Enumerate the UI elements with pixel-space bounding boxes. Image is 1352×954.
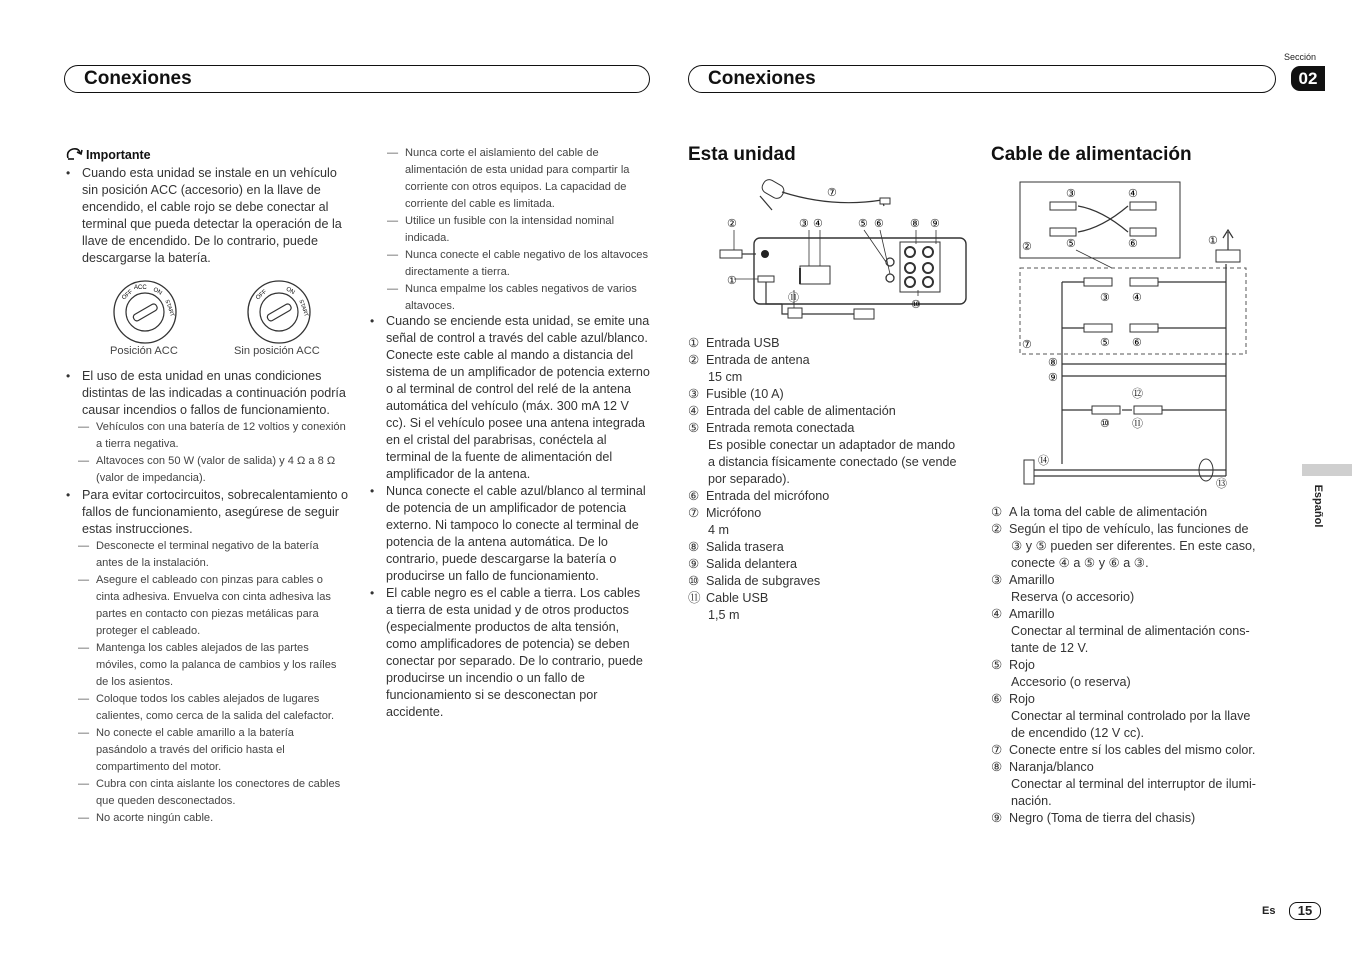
important-icon (64, 146, 86, 162)
legend-item: ⑥ Entrada del micrófono (688, 489, 830, 503)
dash-item: — Asegure el cableado con pinzas para cables o cinta adhesiva. Envuelva con cinta adhesiva las partes en contacto con piezas metálicas para proteger el cableado. (78, 572, 348, 640)
ignition-label: ACC (134, 285, 147, 291)
diagram-label: ③ (799, 218, 809, 230)
unit-legend (688, 335, 973, 624)
diagram-label: ④ (1132, 292, 1142, 304)
ignition-noacc-caption: Sin posición ACC (234, 345, 320, 357)
diagram-label: ⑧ (1048, 357, 1058, 369)
legend-item: ④ Amarillo (991, 607, 1055, 621)
diagram-label: ⑧ (910, 218, 920, 230)
dash-item: — Nunca conecte el cable negativo de los altavoces directamente a tierra. (387, 247, 649, 281)
diagram-label: ① (1208, 235, 1218, 247)
diagram-label: ⑥ (1132, 337, 1142, 349)
diagram-label: ⑥ (874, 218, 884, 230)
important-label: Importante (86, 148, 151, 162)
legend-item: ④ Entrada del cable de alimentación (688, 404, 896, 418)
list-item: • El cable negro es el cable a tierra. Los cables a tierra de esta unidad y de otros productos (especialmente productos de alta tensión, como amplificadores de potencia) se deben conectar por separado. De lo contrario, puede producirse un incendio o un fallo de funcionamiento si se desconectan por accidente. (368, 585, 650, 721)
dash-item: — No acorte ningún cable. (78, 810, 348, 827)
dash-item: — Mantenga los cables alejados de las partes móviles, como la palanca de cambios y los raíles de los asientos. (78, 640, 348, 691)
left-page-title: Conexiones (84, 68, 192, 89)
dash-list (78, 419, 348, 487)
diagram-label: ⑨ (930, 218, 940, 230)
legend-item: ⑧ Naranja/blanco (991, 760, 1094, 774)
legend-item: ⑤ Rojo (991, 658, 1035, 672)
legend-item: ⑪ Cable USB (688, 591, 769, 605)
diagram-label: ⑭ (1038, 455, 1049, 467)
legend-item: Es posible conectar un adaptador de mando (708, 438, 956, 452)
diagram-label: ① (727, 275, 737, 287)
diagram-label: ⑤ (858, 218, 868, 230)
microphone-icon (760, 178, 890, 210)
ignition-noacc-illustration (246, 279, 312, 345)
legend-item: ③ Amarillo (991, 573, 1055, 587)
legend-item: ① Entrada USB (688, 336, 780, 350)
dash-item: — Nunca corte el aislamiento del cable de alimentación de esta unidad para compartir la corriente con otros equipos. La capacidad de corriente del cable es limitada. (387, 145, 649, 213)
legend-item: ⑤ Entrada remota conectada (688, 421, 855, 435)
diagram-label: ② (727, 218, 737, 230)
legend-item: ⑥ Rojo (991, 692, 1035, 706)
diagram-label: ⑤ (1066, 238, 1076, 250)
middle-dash-list (387, 145, 649, 315)
legend-item: nación. (1011, 794, 1052, 808)
legend-item: Conectar al terminal de alimentación cons- (1011, 624, 1250, 638)
legend-item: Reserva (o accesorio) (1011, 590, 1135, 604)
legend-item: Conectar al terminal del interruptor de ilumi- (1011, 777, 1256, 791)
ignition-acc-illustration (112, 279, 178, 345)
list-item: • Nunca conecte el cable azul/blanco al terminal de potencia de un amplificador de potencia externo. Ni tampoco lo conecte al terminal de potencia de la antena automática. De lo contrario, puede descargarse la batería o producirse un fallo de funcionamiento. (368, 483, 650, 585)
power-cable-diagram (1012, 180, 1252, 490)
diagram-label: ⑦ (827, 187, 837, 199)
ignition-label: OFF (255, 289, 269, 302)
diagram-label: ④ (813, 218, 823, 230)
diagram-label: ⑤ (1100, 337, 1110, 349)
legend-item: ⑦ Micrófono (688, 506, 762, 520)
middle-bullet-list (368, 313, 650, 721)
legend-item: ① A la toma del cable de alimentación (991, 505, 1208, 519)
ignition-label: ON (284, 286, 296, 297)
legend-item: tante de 12 V. (1011, 641, 1089, 655)
legend-item: por separado). (708, 472, 790, 486)
dash-item: — Altavoces con 50 W (valor de salida) y 4 Ω a 8 Ω (valor de impedancia). (78, 453, 348, 487)
legend-item: ③ Fusible (10 A) (688, 387, 784, 401)
legend-item: ② Entrada de antena (688, 353, 810, 367)
dash-list (78, 538, 348, 827)
ignition-label: START (297, 299, 309, 318)
dash-item: — Utilice un fusible con la intensidad nominal indicada. (387, 213, 649, 247)
dash-item: — Coloque todos los cables alejados de lugares calientes, como cerca de la salida del calefactor. (78, 691, 348, 725)
side-tab-bar (1302, 464, 1352, 476)
legend-item: ⑨ Negro (Toma de tierra del chasis) (991, 811, 1196, 825)
diagram-label: ③ (1066, 188, 1076, 200)
dash-item: — Desconecte el terminal negativo de la batería antes de la instalación. (78, 538, 348, 572)
diagram-label: ⑬ (1216, 478, 1227, 490)
ignition-label: START (163, 299, 175, 318)
diagram-label: ⑦ (1022, 339, 1032, 351)
page-number: 15 (1289, 902, 1321, 920)
footer-language: Es (1262, 905, 1276, 917)
unit-connection-diagram (712, 178, 972, 326)
legend-item: 15 cm (708, 370, 743, 384)
power-legend (991, 504, 1276, 827)
diagram-label: ⑩ (1100, 418, 1110, 430)
ignition-label: OFF (121, 289, 135, 302)
side-tab-label: Español (1312, 484, 1324, 528)
legend-item: 1,5 m (708, 608, 740, 622)
diagram-label: ② (1022, 241, 1032, 253)
bullet-text: El uso de esta unidad en unas condiciones distintas de las indicadas a continuación podría causar incendios o fallos de funcionamiento. (82, 369, 346, 417)
left-bullet-list-1 (64, 165, 348, 267)
legend-item: ⑩ Salida de subgraves (688, 574, 821, 588)
legend-item: ② Según el tipo de vehículo, las funciones de (991, 522, 1249, 536)
diagram-label: ⑩ (911, 299, 921, 311)
legend-item: Conectar al terminal controlado por la llave (1011, 709, 1251, 723)
legend-item: Accesorio (o reserva) (1011, 675, 1131, 689)
dash-item: — No conecte el cable amarillo a la batería pasándolo a través del orificio hasta el compartimento del motor. (78, 725, 348, 776)
legend-item: a distancia físicamente conectado (se vende (708, 455, 957, 469)
list-item: • Cuando se enciende esta unidad, se emite una señal de control a través del cable azul/blanco. Conecte este cable al mando a distancia del sistema de un amplificador de potencia externo o al terminal de control del relé de la antena automática del vehículo (máx. 300 mA 12 V cc). Si el vehículo posee una antena integrada en el cristal del parabrisas, conéctela al terminal de la fuente de alimentación del amplificador de la antena. (368, 313, 650, 483)
list-item (64, 368, 348, 487)
dash-item: — Vehículos con una batería de 12 voltios y conexión a tierra negativa. (78, 419, 348, 453)
diagram-label: ⑫ (1132, 388, 1143, 400)
ignition-label: ON (151, 286, 163, 297)
diagram-label: ⑪ (788, 292, 799, 304)
diagram-label: ⑨ (1048, 372, 1058, 384)
left-bullet-list-2 (64, 368, 348, 827)
dash-item: — Cubra con cinta aislante los conectores de cables que queden desconectados. (78, 776, 348, 810)
dash-item: — Nunca empalme los cables negativos de varios altavoces. (387, 281, 649, 315)
legend-item: 4 m (708, 523, 729, 537)
list-item: • Cuando esta unidad se instale en un vehículo sin posición ACC (accesorio) en la llave de encendido, el cable rojo se debe conectar al terminal que pueda detectar la operación de la llave de encendido. De lo contrario, puede descargarse la batería. (64, 165, 348, 267)
legend-item: conecte ④ a ⑤ y ⑥ a ③. (1011, 556, 1149, 570)
diagram-label: ④ (1128, 188, 1138, 200)
diagram-label: ③ (1100, 292, 1110, 304)
legend-item: ③ y ⑤ pueden ser diferentes. En este caso, (1011, 539, 1256, 553)
legend-item: ⑨ Salida delantera (688, 557, 798, 571)
important-note (64, 146, 151, 162)
unit-section-title: Esta unidad (688, 144, 796, 165)
section-label: Sección (1284, 52, 1317, 62)
legend-item: ⑧ Salida trasera (688, 540, 784, 554)
ignition-acc-caption: Posición ACC (110, 345, 178, 357)
diagram-label: ⑥ (1128, 238, 1138, 250)
list-item (64, 487, 348, 827)
legend-item: ⑦ Conecte entre sí los cables del mismo color. (991, 743, 1256, 757)
diagram-label: ⑪ (1132, 418, 1143, 430)
section-number-badge: 02 (1291, 66, 1325, 91)
right-page-title: Conexiones (708, 68, 816, 89)
bullet-text: Para evitar cortocircuitos, sobrecalentamiento o fallos de funcionamiento, asegúrese de seguir estas instrucciones. (82, 488, 348, 536)
power-section-title: Cable de alimentación (991, 144, 1192, 165)
legend-item: de encendido (12 V cc). (1011, 726, 1145, 740)
